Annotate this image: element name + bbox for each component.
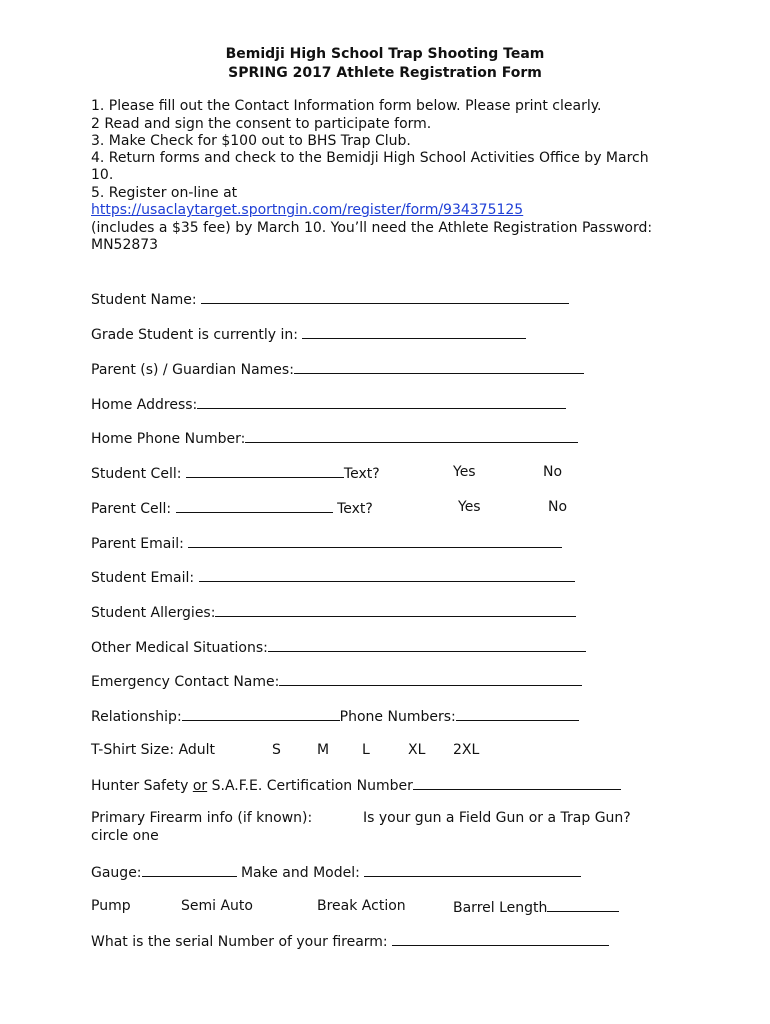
student-name-field[interactable] bbox=[201, 289, 569, 304]
parent-email-label: Parent Email: bbox=[91, 536, 189, 552]
instruction-5: 5. Register on-line at bbox=[91, 185, 238, 201]
home-phone-row bbox=[91, 428, 578, 448]
relationship-row bbox=[91, 706, 579, 726]
parent-text-no[interactable]: No bbox=[548, 499, 568, 515]
instruction-4: 4. Return forms and check to the Bemidji High School Activities Office by March bbox=[91, 150, 649, 166]
serial-label: What is the serial Number of your firearm: bbox=[91, 934, 393, 950]
address-label: Home Address: bbox=[91, 397, 198, 413]
home-phone-field[interactable] bbox=[245, 428, 578, 443]
emergency-contact-label: Emergency Contact Name: bbox=[91, 674, 280, 690]
size-s[interactable]: S bbox=[272, 742, 281, 758]
home-phone-label: Home Phone Number: bbox=[91, 431, 246, 447]
grade-row bbox=[91, 324, 526, 344]
student-cell-label: Student Cell: bbox=[91, 466, 186, 482]
medical-row bbox=[91, 637, 586, 657]
parents-row bbox=[91, 359, 584, 379]
action-semi-auto[interactable]: Semi Auto bbox=[181, 898, 253, 914]
instruction-4-cont: 10. bbox=[91, 167, 114, 183]
parent-email-field[interactable] bbox=[188, 533, 562, 548]
safe-certification-label: S.A.F.E. Certification Number bbox=[207, 778, 413, 794]
emergency-contact-row bbox=[91, 671, 582, 691]
barrel-length-label: Barrel Length bbox=[453, 900, 548, 916]
emergency-contact-field[interactable] bbox=[279, 671, 582, 686]
serial-row bbox=[91, 931, 609, 951]
student-text-no[interactable]: No bbox=[543, 464, 563, 480]
action-pump[interactable]: Pump bbox=[91, 898, 131, 914]
serial-number-field[interactable] bbox=[392, 931, 609, 946]
parent-email-row bbox=[91, 533, 562, 553]
address-field[interactable] bbox=[197, 394, 566, 409]
parents-field[interactable] bbox=[294, 359, 584, 374]
medical-field[interactable] bbox=[268, 637, 586, 652]
action-break-action[interactable]: Break Action bbox=[317, 898, 406, 914]
size-xl[interactable]: XL bbox=[408, 742, 426, 758]
size-2xl[interactable]: 2XL bbox=[453, 742, 480, 758]
circle-one-label: circle one bbox=[91, 828, 159, 844]
address-row bbox=[91, 394, 566, 414]
make-model-field[interactable] bbox=[364, 862, 581, 877]
parent-cell-row bbox=[91, 498, 373, 518]
gauge-field[interactable] bbox=[142, 862, 237, 877]
student-text-question: Text? bbox=[343, 466, 380, 482]
form-title-line2: SPRING 2017 Athlete Registration Form bbox=[228, 65, 542, 81]
size-l[interactable]: L bbox=[362, 742, 370, 758]
parent-cell-label: Parent Cell: bbox=[91, 501, 176, 517]
relationship-field[interactable] bbox=[182, 706, 340, 721]
hunter-safety-or: or bbox=[192, 778, 208, 794]
student-email-field[interactable] bbox=[199, 567, 575, 582]
student-name-label: Student Name: bbox=[91, 292, 202, 308]
parent-text-question: Text? bbox=[337, 501, 373, 517]
allergies-label: Student Allergies: bbox=[91, 605, 216, 621]
allergies-field[interactable] bbox=[215, 602, 576, 617]
hunter-safety-row bbox=[91, 775, 621, 795]
student-text-yes[interactable]: Yes bbox=[453, 464, 476, 480]
parents-label: Parent (s) / Guardian Names: bbox=[91, 362, 294, 378]
phone-numbers-label: Phone Numbers: bbox=[339, 709, 456, 725]
instruction-2: 2 Read and sign the consent to participate form. bbox=[91, 116, 432, 132]
student-cell-field[interactable] bbox=[186, 463, 344, 478]
hunter-safety-label: Hunter Safety bbox=[91, 778, 193, 794]
athlete-password: MN52873 bbox=[91, 237, 159, 253]
grade-field[interactable] bbox=[302, 324, 526, 339]
instruction-fee: (includes a $35 fee) by March 10. You’ll need the Athlete Registration Password: bbox=[91, 220, 653, 236]
tshirt-label: T-Shirt Size: Adult bbox=[91, 742, 216, 758]
allergies-row bbox=[91, 602, 576, 622]
registration-link[interactable]: https://usaclaytarget.sportngin.com/register/form/934375125 bbox=[91, 202, 524, 218]
make-model-label: Make and Model: bbox=[236, 865, 365, 881]
form-title-line1: Bemidji High School Trap Shooting Team bbox=[225, 46, 545, 62]
student-email-label: Student Email: bbox=[91, 570, 199, 586]
gauge-label: Gauge: bbox=[91, 865, 142, 881]
student-name-row bbox=[91, 289, 569, 309]
medical-label: Other Medical Situations: bbox=[91, 640, 268, 656]
gun-type-question[interactable]: Is your gun a Field Gun or a Trap Gun? bbox=[363, 810, 631, 826]
parent-cell-field[interactable] bbox=[176, 498, 333, 513]
student-email-row bbox=[91, 567, 575, 587]
relationship-label: Relationship: bbox=[91, 709, 182, 725]
grade-label: Grade Student is currently in: bbox=[91, 327, 303, 343]
barrel-length-field[interactable] bbox=[547, 897, 619, 912]
size-m[interactable]: M bbox=[317, 742, 330, 758]
phone-numbers-field[interactable] bbox=[456, 706, 579, 721]
gauge-row bbox=[91, 862, 581, 882]
firearm-info-label: Primary Firearm info (if known): bbox=[91, 810, 313, 826]
barrel-length-row bbox=[453, 897, 619, 917]
instruction-3: 3. Make Check for $100 out to BHS Trap Club. bbox=[91, 133, 411, 149]
certification-number-field[interactable] bbox=[413, 775, 621, 790]
parent-text-yes[interactable]: Yes bbox=[458, 499, 481, 515]
instruction-1: 1. Please fill out the Contact Information form below. Please print clearly. bbox=[91, 98, 602, 114]
student-cell-row bbox=[91, 463, 380, 483]
